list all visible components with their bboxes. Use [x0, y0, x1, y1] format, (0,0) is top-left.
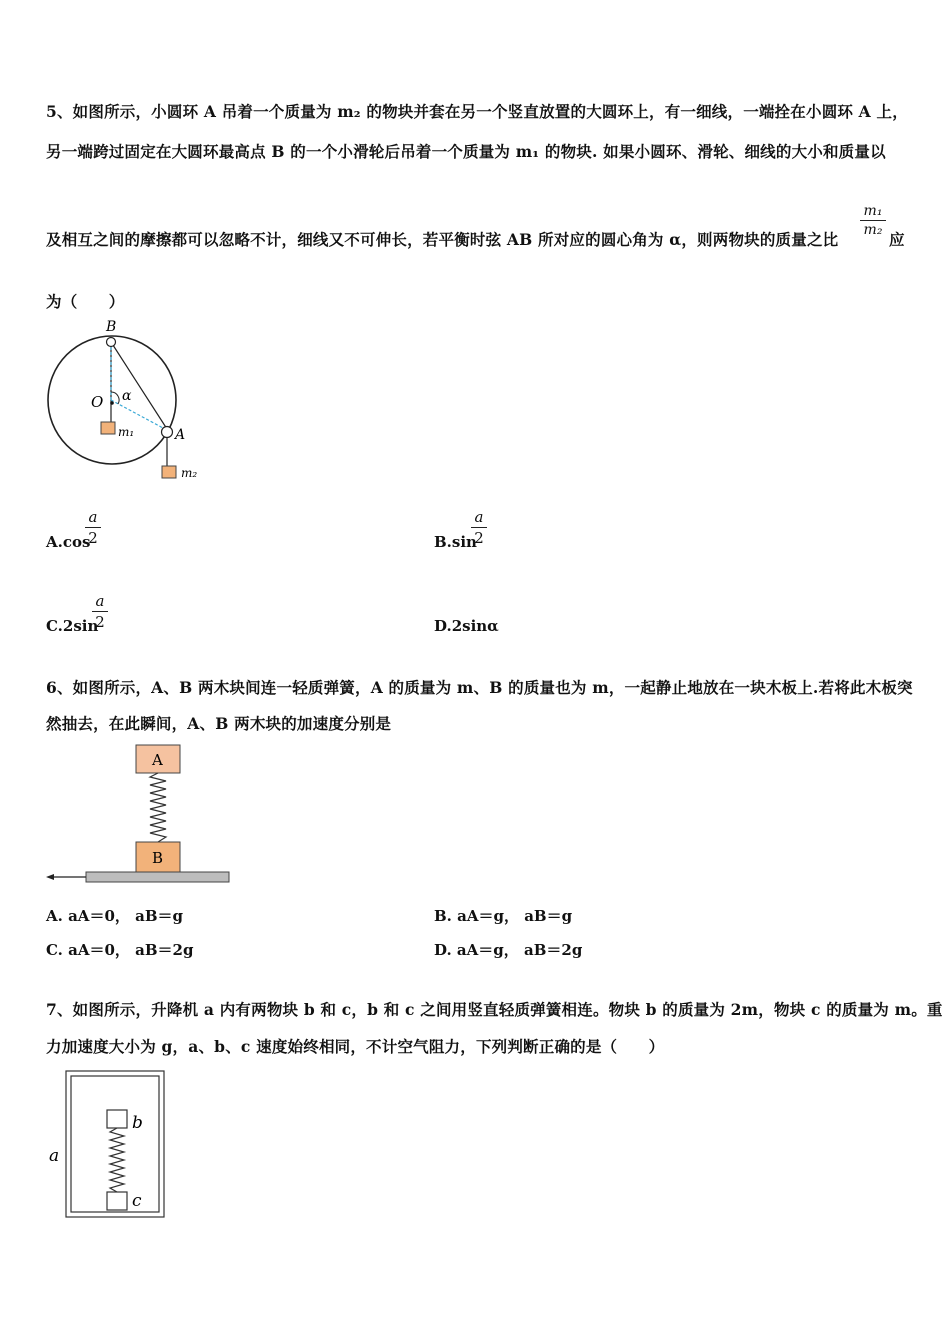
- block-b: [107, 1110, 127, 1128]
- small-ring-A: [162, 427, 173, 438]
- label-B: B: [106, 319, 117, 335]
- wooden-board: [86, 872, 229, 882]
- label-c: c: [132, 1191, 142, 1211]
- label-alpha: α: [122, 388, 132, 404]
- q6-text-line2: 然抽去，在此瞬间，A、B 两木块的加速度分别是: [46, 714, 392, 733]
- label-m1: m₁: [118, 425, 135, 439]
- spring: [110, 1128, 124, 1192]
- q7-text-line1: 7、如图所示，升降机 a 内有两物块 b 和 c，b 和 c 之间用竖直轻质弹簧相连。物块 b 的质量为 2m，物块 c 的质量为 m。重: [46, 1000, 943, 1019]
- radius-OA: [111, 400, 163, 428]
- pull-arrow-head: [46, 874, 54, 880]
- q5-text-line2: 另一端跨过固定在大圆环最高点 B 的一个小滑轮后吊着一个质量为 m₁ 的物块. 如果小圆环、滑轮、细线的大小和质量以: [46, 142, 886, 161]
- q5-text-line1: 5、如图所示，小圆环 A 吊着一个质量为 m₂ 的物块并套在另一个竖直放置的大圆环上，有一细线，一端拴在小圆环 A 上，: [46, 102, 908, 121]
- q6-option-B[interactable]: B. aA＝g， aB＝g: [434, 907, 573, 925]
- q5-option-A-fraction: a 2: [85, 508, 101, 547]
- q5-text-line4: 为（ ）: [46, 292, 125, 311]
- block-c: [107, 1192, 127, 1210]
- q5-option-C[interactable]: C.2sin: [46, 617, 99, 635]
- label-B: B: [152, 849, 164, 867]
- q5-option-C-fraction: a 2: [92, 592, 108, 631]
- q5-text-line3-end: 应: [889, 230, 905, 249]
- pulley-B: [107, 338, 116, 347]
- ratio-numerator: m₁: [863, 203, 883, 219]
- q6-option-D[interactable]: D. aA＝g， aB＝2g: [434, 941, 583, 959]
- center-dot: [110, 401, 114, 405]
- label-m2: m₂: [181, 466, 198, 480]
- ratio-denominator: m₂: [863, 222, 883, 238]
- q6-option-C[interactable]: C. aA＝0， aB＝2g: [46, 941, 194, 959]
- q6-text-line1: 6、如图所示，A、B 两木块间连一轻质弹簧，A 的质量为 m、B 的质量也为 m，一起静止地放在一块木板上.若将此木板突: [46, 678, 913, 697]
- q7-text-line2: 力加速度大小为 g，a、b、c 速度始终相同，不计空气阻力，下列判断正确的是（ ）: [46, 1037, 665, 1056]
- q5-option-B[interactable]: B.sin: [434, 533, 477, 551]
- q5-option-B-fraction: a 2: [471, 508, 487, 547]
- q5-text-line3: 及相互之间的摩擦都可以忽略不计，细线又不可伸长，若平衡时弦 AB 所对应的圆心角为 α，则两物块的质量之比: [46, 230, 839, 249]
- block-m1: [101, 422, 115, 434]
- q7-figure-elevator: [44, 1066, 174, 1224]
- q6-option-A[interactable]: A. aA＝0， aB＝g: [46, 907, 183, 925]
- label-a: a: [49, 1146, 60, 1166]
- label-A: A: [152, 751, 163, 769]
- block-m2: [162, 466, 176, 478]
- q5-option-D[interactable]: D.2sinα: [434, 617, 499, 635]
- q5-option-A[interactable]: A.cos: [46, 533, 91, 551]
- q6-figure-spring-blocks: [40, 740, 240, 890]
- spring: [150, 773, 166, 842]
- q5-figure-rings: [40, 316, 210, 486]
- label-O: O: [91, 393, 104, 411]
- label-A: A: [175, 427, 186, 443]
- q5-mass-ratio: [860, 203, 886, 238]
- label-b: b: [132, 1113, 143, 1133]
